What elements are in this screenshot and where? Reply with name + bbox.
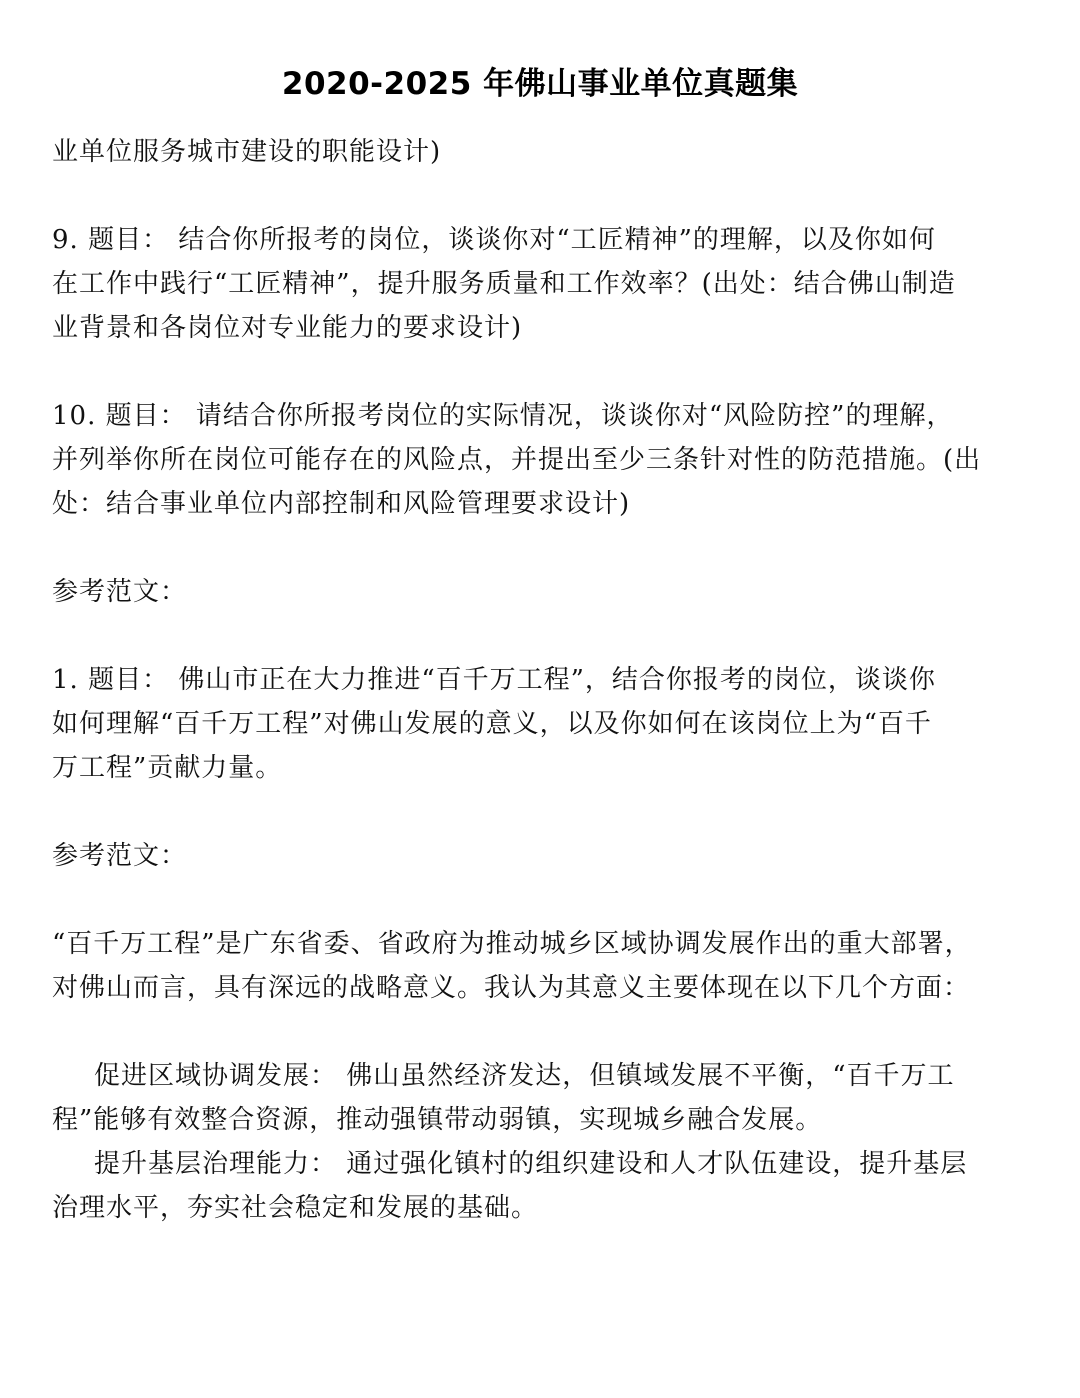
question-9-line: 在工作中践行“工匠精神”，提升服务质量和工作效率？(出处：结合佛山制造 [52, 269, 956, 299]
essay-point-line: 程”能够有效整合资源，推动强镇带动弱镇，实现城乡融合发展。 [52, 1105, 823, 1135]
essay-point-line: 促进区域协调发展： 佛山虽然经济发达，但镇域发展不平衡，“百千万工 [94, 1061, 955, 1091]
essay-point-line: 提升基层治理能力： 通过强化镇村的组织建设和人才队伍建设，提升基层 [94, 1149, 968, 1179]
question-1-line: 如何理解“百千万工程”对佛山发展的意义，以及你如何在该岗位上为“百千 [52, 709, 932, 739]
question-10-line: 并列举你所在岗位可能存在的风险点，并提出至少三条针对性的防范措施。(出 [52, 445, 982, 475]
paragraph-gap [52, 878, 1037, 922]
page-title: 2020-2025 年佛山事业单位真题集 [281, 66, 799, 102]
question-9-line: 9. 题目： 结合你所报考的岗位，谈谈你对“工匠精神”的理解，以及你如何 [52, 225, 936, 255]
text-line: 业单位服务城市建设的职能设计) [52, 137, 442, 167]
section-heading: 参考范文： [52, 577, 188, 607]
paragraph-gap [52, 350, 1037, 394]
question-1-line: 万工程”贡献力量。 [52, 753, 283, 783]
paragraph-gap [52, 526, 1037, 570]
question-10-line: 10. 题目： 请结合你所报考岗位的实际情况，谈谈你对“风险防控”的理解， [52, 401, 954, 431]
question-1-line: 1. 题目： 佛山市正在大力推进“百千万工程”，结合你报考的岗位，谈谈你 [52, 665, 936, 695]
paragraph-gap [52, 790, 1037, 834]
question-9-line: 业背景和各岗位对专业能力的要求设计) [52, 313, 523, 343]
essay-line: 对佛山而言，具有深远的战略意义。我认为其意义主要体现在以下几个方面： [52, 973, 971, 1003]
section-heading: 参考范文： [52, 841, 188, 871]
paragraph-gap [52, 174, 1037, 218]
paragraph-gap [52, 1010, 1037, 1054]
essay-point-line: 治理水平，夯实社会稳定和发展的基础。 [52, 1193, 539, 1223]
essay-line: “百千万工程”是广东省委、省政府为推动城乡区域协调发展作出的重大部署， [52, 929, 972, 959]
document-body [52, 130, 1037, 1230]
question-10-line: 处：结合事业单位内部控制和风险管理要求设计) [52, 489, 631, 519]
paragraph-gap [52, 614, 1037, 658]
